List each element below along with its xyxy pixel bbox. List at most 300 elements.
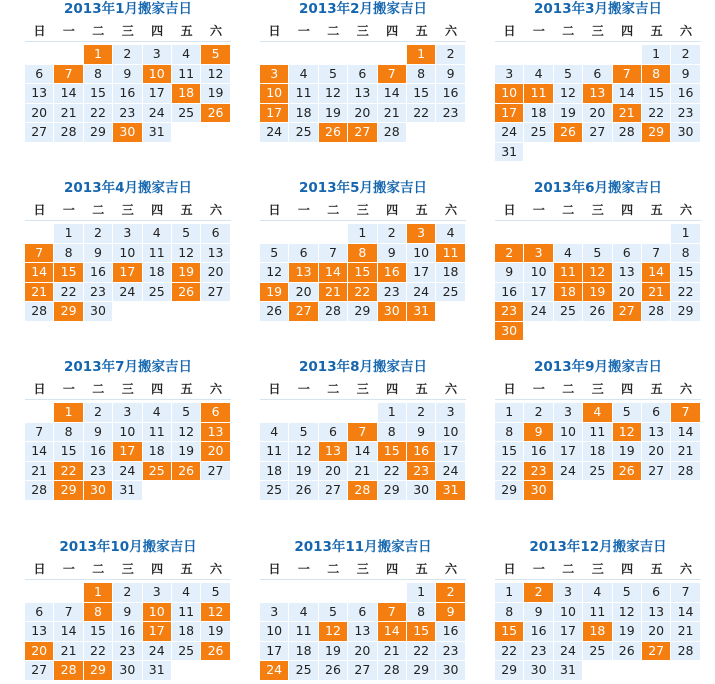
- day-cell: 17: [260, 642, 288, 661]
- day-cell: 23: [436, 642, 464, 661]
- day-cell: 24: [554, 642, 582, 661]
- lucky-day-cell: 11: [554, 263, 582, 282]
- week-row: [260, 283, 466, 303]
- lucky-day-cell: 14: [25, 263, 53, 282]
- day-cell: 14: [348, 442, 376, 461]
- day-cell: 24: [407, 283, 435, 302]
- weekday-label: 五: [180, 562, 193, 576]
- day-cell: 5: [319, 603, 347, 622]
- day-cell: 17: [407, 263, 435, 282]
- empty-cell: [583, 481, 611, 500]
- lucky-day-cell: 12: [201, 603, 229, 622]
- empty-cell: [524, 143, 552, 162]
- lucky-day-cell: 10: [143, 603, 171, 622]
- day-cell: 16: [524, 622, 552, 641]
- week-row: [260, 244, 466, 264]
- empty-cell: [319, 403, 347, 422]
- day-cell: 6: [289, 244, 317, 263]
- day-cell: 28: [378, 661, 406, 680]
- day-cell: 4: [172, 583, 200, 602]
- day-cell: 25: [554, 302, 582, 321]
- lucky-day-cell: 30: [378, 302, 406, 321]
- lucky-day-cell: 29: [54, 481, 82, 500]
- lucky-day-cell: 7: [378, 65, 406, 84]
- weekday-label: 六: [679, 24, 692, 38]
- day-cell: 28: [671, 462, 699, 481]
- day-cell: 27: [348, 661, 376, 680]
- lucky-day-cell: 11: [524, 84, 552, 103]
- week-row: [260, 224, 466, 244]
- weekday-header: [260, 379, 466, 400]
- day-cell: 8: [495, 423, 523, 442]
- weekday-label: 三: [356, 562, 369, 576]
- lucky-day-cell: 28: [54, 661, 82, 680]
- weekday-label: 六: [679, 382, 692, 396]
- day-cell: 13: [25, 622, 53, 641]
- week-row: [495, 642, 701, 662]
- weekday-label: 二: [562, 562, 575, 576]
- day-cell: 4: [583, 583, 611, 602]
- lucky-day-cell: 10: [495, 84, 523, 103]
- day-cell: 30: [84, 302, 112, 321]
- lucky-day-cell: 26: [172, 462, 200, 481]
- week-row: [25, 104, 231, 124]
- weekday-label: 五: [650, 24, 663, 38]
- day-cell: 25: [583, 462, 611, 481]
- day-cell: 25: [583, 642, 611, 661]
- lucky-day-cell: 23: [407, 462, 435, 481]
- weekday-label: 五: [650, 382, 663, 396]
- day-cell: 31: [113, 481, 141, 500]
- lucky-day-cell: 8: [84, 603, 112, 622]
- empty-cell: [642, 143, 670, 162]
- day-cell: 14: [54, 84, 82, 103]
- week-row: [495, 583, 701, 603]
- week-row: [25, 224, 231, 244]
- lucky-day-cell: 26: [319, 123, 347, 142]
- empty-cell: [319, 45, 347, 64]
- empty-cell: [554, 143, 582, 162]
- weekday-label: 四: [151, 382, 164, 396]
- day-cell: 18: [289, 642, 317, 661]
- day-cell: 4: [143, 403, 171, 422]
- empty-cell: [554, 45, 582, 64]
- day-cell: 1: [671, 224, 699, 243]
- lucky-day-cell: 16: [378, 263, 406, 282]
- weekday-label: 一: [297, 382, 310, 396]
- weekday-label: 六: [679, 203, 692, 217]
- day-cell: 19: [201, 84, 229, 103]
- empty-cell: [436, 302, 464, 321]
- day-cell: 9: [524, 603, 552, 622]
- weekday-header: [25, 200, 231, 221]
- lucky-day-cell: 29: [84, 661, 112, 680]
- day-cell: 30: [436, 661, 464, 680]
- week-row: [25, 84, 231, 104]
- day-cell: 5: [289, 423, 317, 442]
- empty-cell: [54, 583, 82, 602]
- day-cell: 4: [554, 244, 582, 263]
- weekday-label: 四: [386, 24, 399, 38]
- lucky-day-cell: 31: [436, 481, 464, 500]
- week-row: [495, 263, 701, 283]
- day-cell: 10: [524, 263, 552, 282]
- day-cell: 13: [348, 622, 376, 641]
- day-cell: 6: [642, 403, 670, 422]
- lucky-day-cell: 19: [260, 283, 288, 302]
- empty-cell: [524, 322, 552, 341]
- lucky-day-cell: 20: [201, 442, 229, 461]
- week-row: [495, 603, 701, 623]
- empty-cell: [25, 224, 53, 243]
- weekday-label: 五: [415, 24, 428, 38]
- empty-cell: [554, 322, 582, 341]
- week-row: [495, 123, 701, 143]
- day-cell: 25: [289, 661, 317, 680]
- day-cell: 12: [319, 84, 347, 103]
- lucky-day-cell: 7: [348, 423, 376, 442]
- month-grid: [495, 21, 701, 162]
- empty-cell: [319, 224, 347, 243]
- day-cell: 28: [613, 123, 641, 142]
- week-row: [495, 403, 701, 423]
- week-row: [495, 104, 701, 124]
- empty-cell: [613, 661, 641, 680]
- day-cell: 25: [172, 642, 200, 661]
- day-cell: 23: [436, 104, 464, 123]
- empty-cell: [348, 403, 376, 422]
- lucky-day-cell: 19: [583, 283, 611, 302]
- day-cell: 13: [642, 603, 670, 622]
- day-cell: 24: [524, 302, 552, 321]
- day-cell: 9: [407, 423, 435, 442]
- week-row: [260, 442, 466, 462]
- week-row: [25, 283, 231, 303]
- day-cell: 21: [54, 104, 82, 123]
- day-cell: 2: [524, 403, 552, 422]
- weekday-label: 一: [532, 382, 545, 396]
- weekday-label: 二: [92, 203, 105, 217]
- weekday-label: 日: [503, 203, 516, 217]
- day-cell: 6: [348, 65, 376, 84]
- empty-cell: [201, 123, 229, 142]
- lucky-day-cell: 7: [54, 65, 82, 84]
- day-cell: 15: [642, 84, 670, 103]
- lucky-day-cell: 1: [84, 583, 112, 602]
- weekday-label: 三: [591, 24, 604, 38]
- day-cell: 8: [54, 244, 82, 263]
- week-row: [260, 481, 466, 501]
- empty-cell: [289, 224, 317, 243]
- day-cell: 3: [554, 583, 582, 602]
- day-cell: 17: [436, 442, 464, 461]
- empty-cell: [407, 123, 435, 142]
- day-cell: 23: [113, 642, 141, 661]
- day-cell: 16: [436, 84, 464, 103]
- month-title: 2013年7月搬家吉日: [64, 359, 192, 375]
- week-row: [25, 423, 231, 443]
- day-cell: 2: [407, 403, 435, 422]
- week-row: [495, 462, 701, 482]
- weekday-label: 日: [33, 562, 46, 576]
- lucky-day-cell: 17: [113, 263, 141, 282]
- week-row: [25, 622, 231, 642]
- day-cell: 19: [201, 622, 229, 641]
- day-cell: 20: [319, 462, 347, 481]
- empty-cell: [378, 583, 406, 602]
- month-grid: [25, 200, 231, 322]
- day-cell: 11: [260, 442, 288, 461]
- day-cell: 20: [642, 442, 670, 461]
- weekday-label: 三: [591, 203, 604, 217]
- day-cell: 2: [84, 403, 112, 422]
- empty-cell: [583, 224, 611, 243]
- month-grid: [495, 200, 701, 341]
- day-cell: 12: [613, 603, 641, 622]
- lucky-day-cell: 27: [642, 642, 670, 661]
- week-row: [495, 45, 701, 65]
- day-cell: 7: [642, 244, 670, 263]
- week-row: [495, 442, 701, 462]
- day-cell: 19: [613, 442, 641, 461]
- day-cell: 23: [524, 642, 552, 661]
- weekday-label: 六: [444, 562, 457, 576]
- empty-cell: [172, 481, 200, 500]
- month-grid: [25, 21, 231, 143]
- day-cell: 20: [583, 104, 611, 123]
- empty-cell: [671, 481, 699, 500]
- empty-cell: [289, 45, 317, 64]
- lucky-day-cell: 7: [25, 244, 53, 263]
- day-cell: 28: [378, 123, 406, 142]
- day-cell: 30: [671, 123, 699, 142]
- day-cell: 7: [319, 244, 347, 263]
- month-title: 2013年12月搬家吉日: [529, 539, 667, 555]
- lucky-day-cell: 10: [143, 65, 171, 84]
- lucky-day-cell: 29: [54, 302, 82, 321]
- weekday-label: 四: [386, 562, 399, 576]
- day-cell: 26: [289, 481, 317, 500]
- day-cell: 16: [436, 622, 464, 641]
- weekday-label: 五: [650, 203, 663, 217]
- day-cell: 4: [436, 224, 464, 243]
- lucky-day-cell: 7: [671, 403, 699, 422]
- weekday-label: 四: [151, 203, 164, 217]
- weekday-label: 三: [356, 382, 369, 396]
- day-cell: 16: [84, 442, 112, 461]
- weekday-label: 四: [151, 24, 164, 38]
- day-cell: 20: [289, 283, 317, 302]
- lucky-day-cell: 1: [407, 45, 435, 64]
- day-cell: 25: [143, 283, 171, 302]
- weekday-label: 二: [327, 24, 340, 38]
- day-cell: 24: [554, 462, 582, 481]
- day-cell: 19: [319, 642, 347, 661]
- weekday-header: [25, 21, 231, 42]
- week-row: [260, 423, 466, 443]
- day-cell: 4: [524, 65, 552, 84]
- day-cell: 10: [554, 603, 582, 622]
- day-cell: 15: [495, 442, 523, 461]
- day-cell: 3: [143, 45, 171, 64]
- lucky-day-cell: 16: [407, 442, 435, 461]
- day-cell: 10: [113, 423, 141, 442]
- day-cell: 22: [495, 462, 523, 481]
- weekday-label: 六: [444, 24, 457, 38]
- lucky-day-cell: 14: [378, 622, 406, 641]
- day-cell: 3: [143, 583, 171, 602]
- weekday-header: [260, 559, 466, 580]
- weekday-label: 五: [180, 24, 193, 38]
- weekday-header: [260, 21, 466, 42]
- weekday-label: 六: [209, 203, 222, 217]
- day-cell: 14: [378, 84, 406, 103]
- empty-cell: [642, 224, 670, 243]
- weekday-label: 日: [33, 203, 46, 217]
- day-cell: 28: [642, 302, 670, 321]
- day-cell: 20: [201, 263, 229, 282]
- empty-cell: [260, 45, 288, 64]
- weekday-label: 日: [503, 562, 516, 576]
- week-row: [260, 462, 466, 482]
- empty-cell: [642, 322, 670, 341]
- empty-cell: [583, 322, 611, 341]
- weekday-label: 日: [33, 24, 46, 38]
- lucky-day-cell: 18: [554, 283, 582, 302]
- lucky-day-cell: 7: [613, 65, 641, 84]
- weekday-label: 五: [180, 203, 193, 217]
- month-grid: [25, 559, 231, 681]
- day-cell: 21: [378, 104, 406, 123]
- weekday-label: 四: [621, 562, 634, 576]
- day-cell: 21: [54, 642, 82, 661]
- day-cell: 22: [642, 104, 670, 123]
- empty-cell: [583, 143, 611, 162]
- week-row: [495, 84, 701, 104]
- day-cell: 9: [84, 244, 112, 263]
- lucky-day-cell: 25: [143, 462, 171, 481]
- lucky-day-cell: 2: [524, 583, 552, 602]
- day-cell: 21: [671, 442, 699, 461]
- empty-cell: [613, 224, 641, 243]
- day-cell: 9: [113, 603, 141, 622]
- week-row: [260, 104, 466, 124]
- day-cell: 5: [319, 65, 347, 84]
- day-cell: 16: [113, 622, 141, 641]
- lucky-day-cell: 26: [201, 104, 229, 123]
- day-cell: 17: [524, 283, 552, 302]
- day-cell: 16: [113, 84, 141, 103]
- day-cell: 22: [407, 642, 435, 661]
- weekday-label: 三: [121, 203, 134, 217]
- lucky-day-cell: 21: [613, 104, 641, 123]
- empty-cell: [172, 123, 200, 142]
- month-grid: [495, 379, 701, 501]
- weekday-label: 四: [621, 24, 634, 38]
- day-cell: 8: [407, 603, 435, 622]
- empty-cell: [260, 224, 288, 243]
- day-cell: 12: [201, 65, 229, 84]
- week-row: [25, 65, 231, 85]
- day-cell: 26: [583, 302, 611, 321]
- lucky-day-cell: 26: [201, 642, 229, 661]
- empty-cell: [671, 661, 699, 680]
- day-cell: 28: [54, 123, 82, 142]
- day-cell: 5: [201, 583, 229, 602]
- lucky-day-cell: 23: [495, 302, 523, 321]
- empty-cell: [289, 403, 317, 422]
- day-cell: 5: [613, 583, 641, 602]
- day-cell: 6: [25, 603, 53, 622]
- empty-cell: [25, 583, 53, 602]
- month-title: 2013年2月搬家吉日: [299, 1, 427, 17]
- day-cell: 16: [495, 283, 523, 302]
- week-row: [260, 263, 466, 283]
- empty-cell: [642, 481, 670, 500]
- day-cell: 29: [378, 481, 406, 500]
- day-cell: 13: [613, 263, 641, 282]
- empty-cell: [289, 583, 317, 602]
- empty-cell: [201, 661, 229, 680]
- weekday-label: 五: [415, 562, 428, 576]
- day-cell: 15: [84, 84, 112, 103]
- empty-cell: [524, 45, 552, 64]
- empty-cell: [201, 302, 229, 321]
- weekday-header: [495, 379, 701, 400]
- weekday-label: 三: [591, 382, 604, 396]
- week-row: [260, 642, 466, 662]
- week-row: [25, 403, 231, 423]
- day-cell: 9: [84, 423, 112, 442]
- day-cell: 24: [436, 462, 464, 481]
- day-cell: 22: [407, 104, 435, 123]
- day-cell: 2: [378, 224, 406, 243]
- day-cell: 6: [201, 224, 229, 243]
- weekday-header: [495, 200, 701, 221]
- day-cell: 11: [583, 423, 611, 442]
- day-cell: 16: [84, 263, 112, 282]
- lucky-day-cell: 8: [348, 244, 376, 263]
- day-cell: 28: [25, 302, 53, 321]
- lucky-day-cell: 20: [25, 642, 53, 661]
- lucky-day-cell: 13: [583, 84, 611, 103]
- day-cell: 17: [554, 442, 582, 461]
- lucky-day-cell: 10: [260, 84, 288, 103]
- day-cell: 11: [172, 603, 200, 622]
- day-cell: 8: [407, 65, 435, 84]
- weekday-label: 日: [33, 382, 46, 396]
- month-title: 2013年10月搬家吉日: [59, 539, 197, 555]
- day-cell: 10: [113, 244, 141, 263]
- day-cell: 10: [436, 423, 464, 442]
- weekday-label: 日: [268, 562, 281, 576]
- day-cell: 7: [25, 423, 53, 442]
- day-cell: 10: [407, 244, 435, 263]
- weekday-label: 五: [415, 382, 428, 396]
- empty-cell: [554, 224, 582, 243]
- day-cell: 1: [495, 403, 523, 422]
- empty-cell: [583, 45, 611, 64]
- week-row: [495, 322, 701, 342]
- lucky-day-cell: 18: [583, 622, 611, 641]
- day-cell: 14: [671, 603, 699, 622]
- lucky-day-cell: 14: [642, 263, 670, 282]
- day-cell: 15: [407, 84, 435, 103]
- day-cell: 27: [642, 462, 670, 481]
- day-cell: 22: [84, 642, 112, 661]
- week-row: [495, 224, 701, 244]
- lucky-day-cell: 8: [642, 65, 670, 84]
